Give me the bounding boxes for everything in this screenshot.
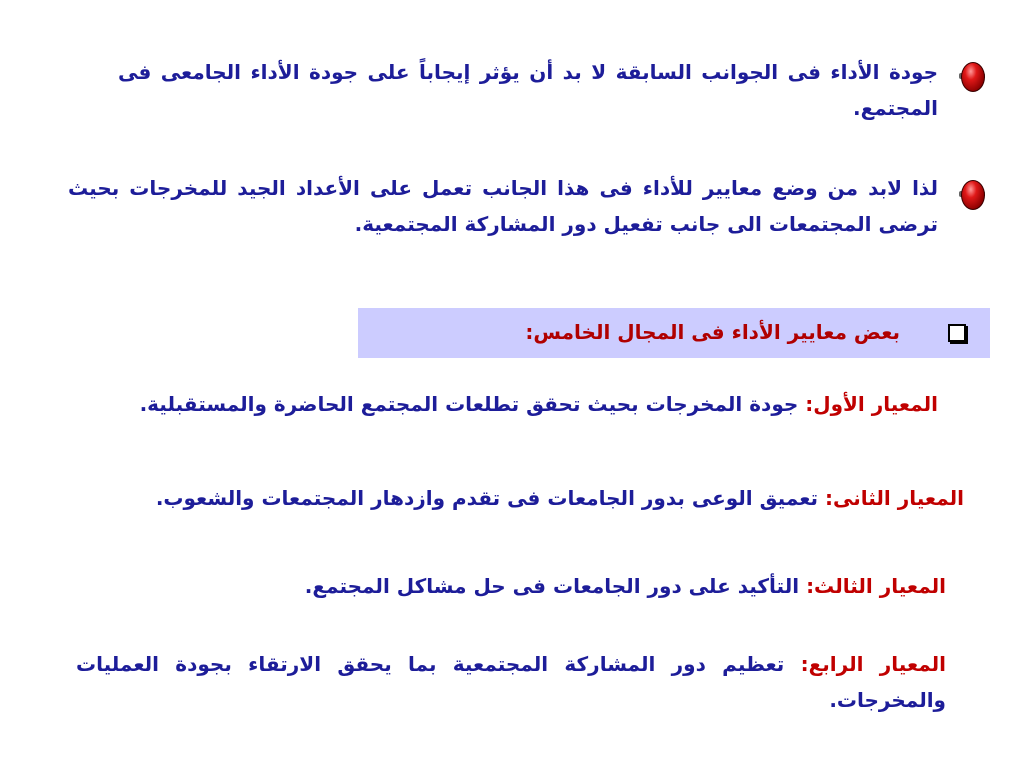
criterion-1: [98, 386, 938, 422]
criterion-2: [134, 480, 964, 516]
red-sphere-bullet-icon: [961, 62, 985, 92]
criterion-text: تعظيم دور المشاركة المجتمعية بما يحقق الارتقاء بجودة العمليات والمخرجات.: [76, 652, 946, 712]
checkbox-icon: [948, 324, 966, 342]
criterion-label: المعيار الثانى:: [825, 486, 964, 510]
criterion-text: تعميق الوعى بدور الجامعات فى تقدم وازدهار المجتمعات والشعوب.: [155, 486, 819, 510]
criterion-label: المعيار الرابع:: [800, 652, 947, 676]
criterion-text: التأكيد على دور الجامعات فى حل مشاكل المجتمع.: [304, 574, 800, 598]
criterion-3: [86, 568, 946, 604]
section-header-box: [358, 308, 990, 358]
criterion-label: المعيار الأول:: [805, 392, 938, 416]
red-sphere-bullet-icon: [961, 180, 985, 210]
intro-paragraph-1: جودة الأداء فى الجوانب السابقة لا بد أن يؤثر إيجاباً على جودة الأداء الجامعى فى المجتمع.: [118, 60, 938, 120]
criterion-4: [76, 646, 946, 718]
criterion-text: جودة المخرجات بحيث تحقق تطلعات المجتمع الحاضرة والمستقبلية.: [139, 392, 799, 416]
intro-paragraph-2: لذا لابد من وضع معايير للأداء فى هذا الجانب تعمل على الأعداد الجيد للمخرجات بحيث ترضى المجتمعات الى جانب تفعيل دور المشاركة المجتمعية.: [68, 176, 938, 236]
section-header-title: بعض معايير الأداء فى المجال الخامس:: [525, 320, 900, 344]
criterion-label: المعيار الثالث:: [806, 574, 946, 598]
